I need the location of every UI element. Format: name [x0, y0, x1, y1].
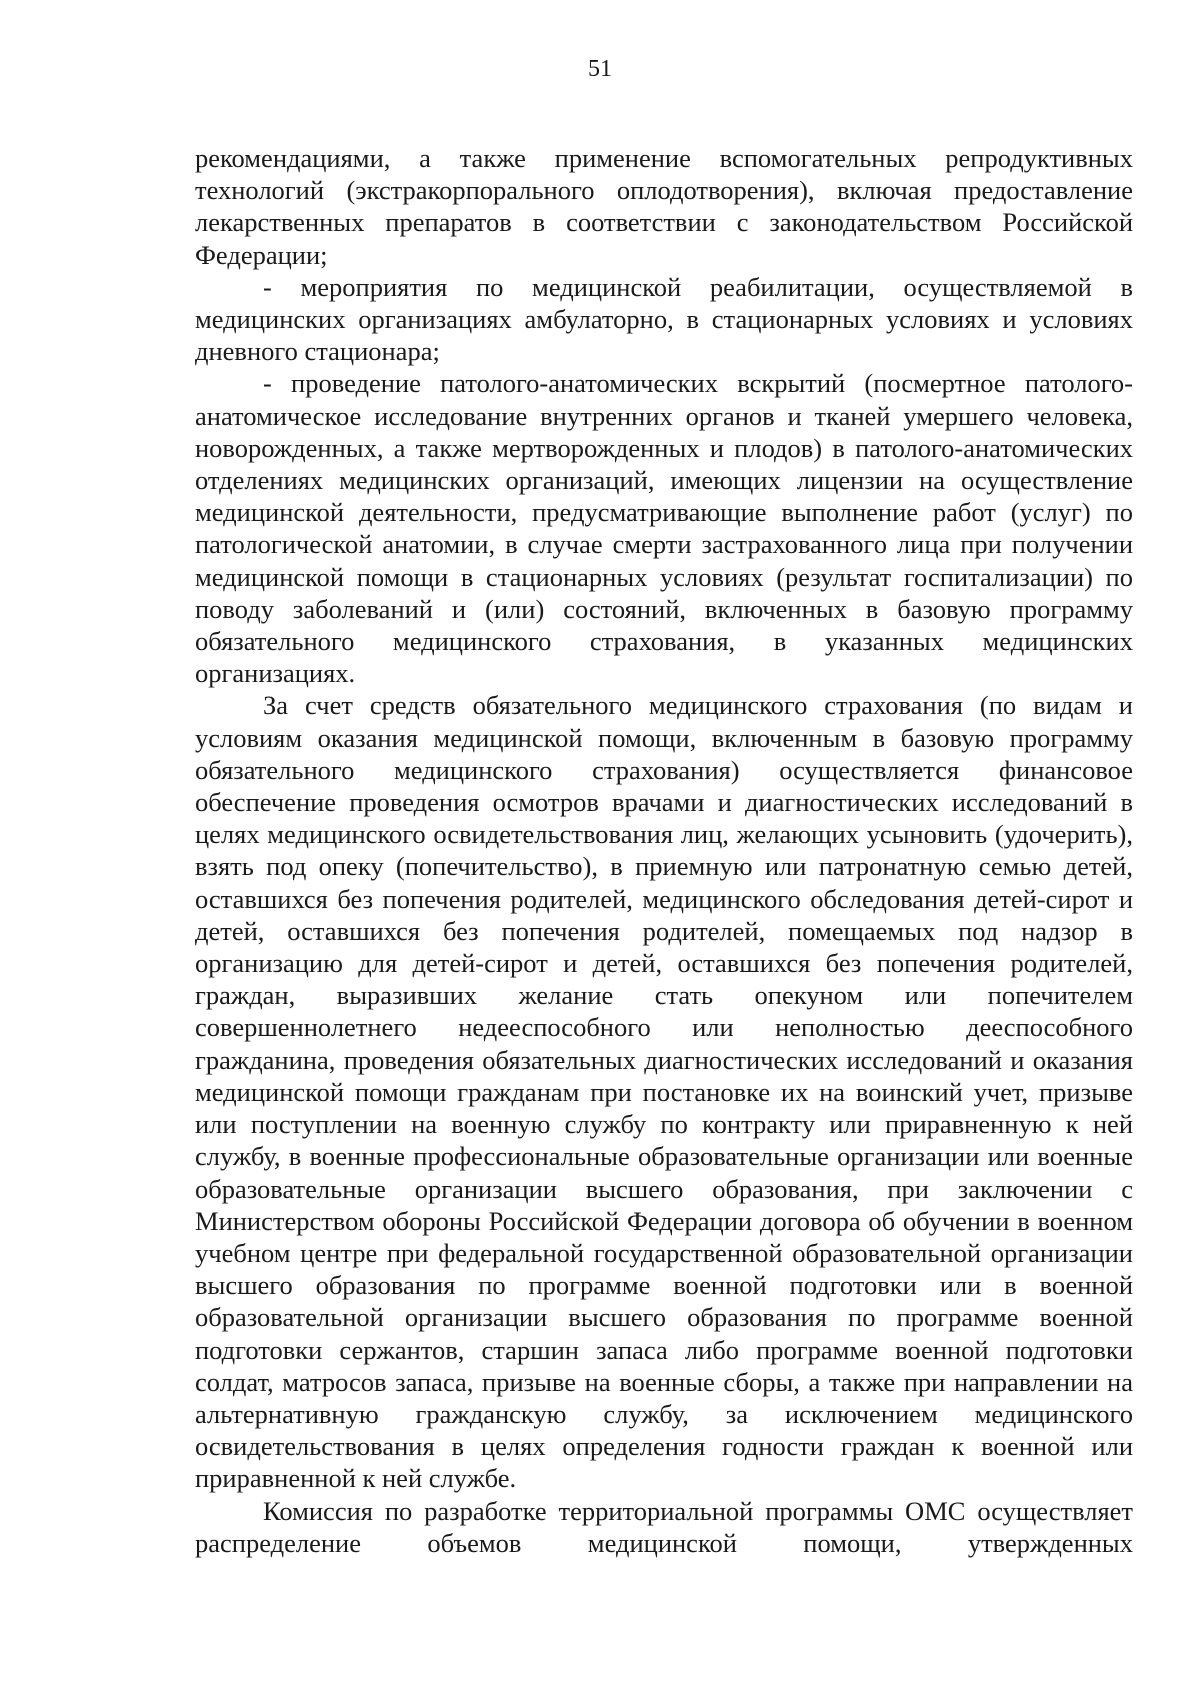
paragraph-autopsies: - проведение патолого-анатомических вскрытий (посмертное патолого-анатомическое исследование внутренних органов и тканей умершего человека, новорожденных, а также мертворожденных и плодов) в патолого-анатомических отделениях медицинских организаций, имеющих лицензии на осуществление медицинской деятельности, предусматривающие выполнение работ (услуг) по патологической анатомии, в случае смерти застрахованного лица при получении медицинской помощи в стационарных условиях (результат госпитализации) по поводу заболеваний и (или) состояний, включенных в базовую программу обязательного медицинского страхования, в указанных медицинских организациях.: [195, 368, 1133, 689]
body-text: [195, 142, 1133, 1559]
paragraph-rehabilitation: - мероприятия по медицинской реабилитации, осуществляемой в медицинских организациях амбулаторно, в стационарных условиях и условиях дневного стационара;: [195, 271, 1133, 367]
paragraph-continuation: рекомендациями, а также применение вспомогательных репродуктивных технологий (экстракорпорального оплодотворения), включая предоставление лекарственных препаратов в соответствии с законодательством Российской Федерации;: [195, 143, 1133, 270]
paragraph-commission: Комиссия по разработке территориальной программы ОМС осуществляет распределение объемов медицинской помощи, утвержденных: [195, 1495, 1133, 1558]
page-number: 51: [588, 56, 612, 82]
paragraph-oms-funding: За счет средств обязательного медицинского страхования (по видам и условиям оказания медицинской помощи, включенным в базовую программу обязательного медицинского страхования) осуществляется финансовое обеспечение проведения осмотров врачами и диагностических исследований в целях медицинского освидетельствования лиц, желающих усыновить (удочерить), взять под опеку (попечительство), в приемную или патронатную семью детей, оставшихся без попечения родителей, медицинского обследования детей-сирот и детей, оставшихся без попечения родителей, помещаемых под надзор в организацию для детей-сирот и детей, оставшихся без попечения родителей, граждан, выразивших желание стать опекуном или попечителем совершеннолетнего недееспособного или неполностью дееспособного гражданина, проведения обязательных диагностических исследований и оказания медицинской помощи гражданам при постановке их на воинский учет, призыве или поступлении на военную службу по контракту или приравненную к ней службу, в военные профессиональные образовательные организации или военные образовательные организации высшего образования, при заключении с Министерством обороны Российской Федерации договора об обучении в военном учебном центре при федеральной государственной образовательной организации высшего образования по программе военной подготовки или в военной образовательной организации высшего образования по программе военной подготовки сержантов, старшин запаса либо программе военной подготовки солдат, матросов запаса, призыве на военные сборы, а также при направлении на альтернативную гражданскую службу, за исключением медицинского освидетельствования в целях определения годности граждан к военной или приравненной к ней службе.: [195, 690, 1133, 1494]
